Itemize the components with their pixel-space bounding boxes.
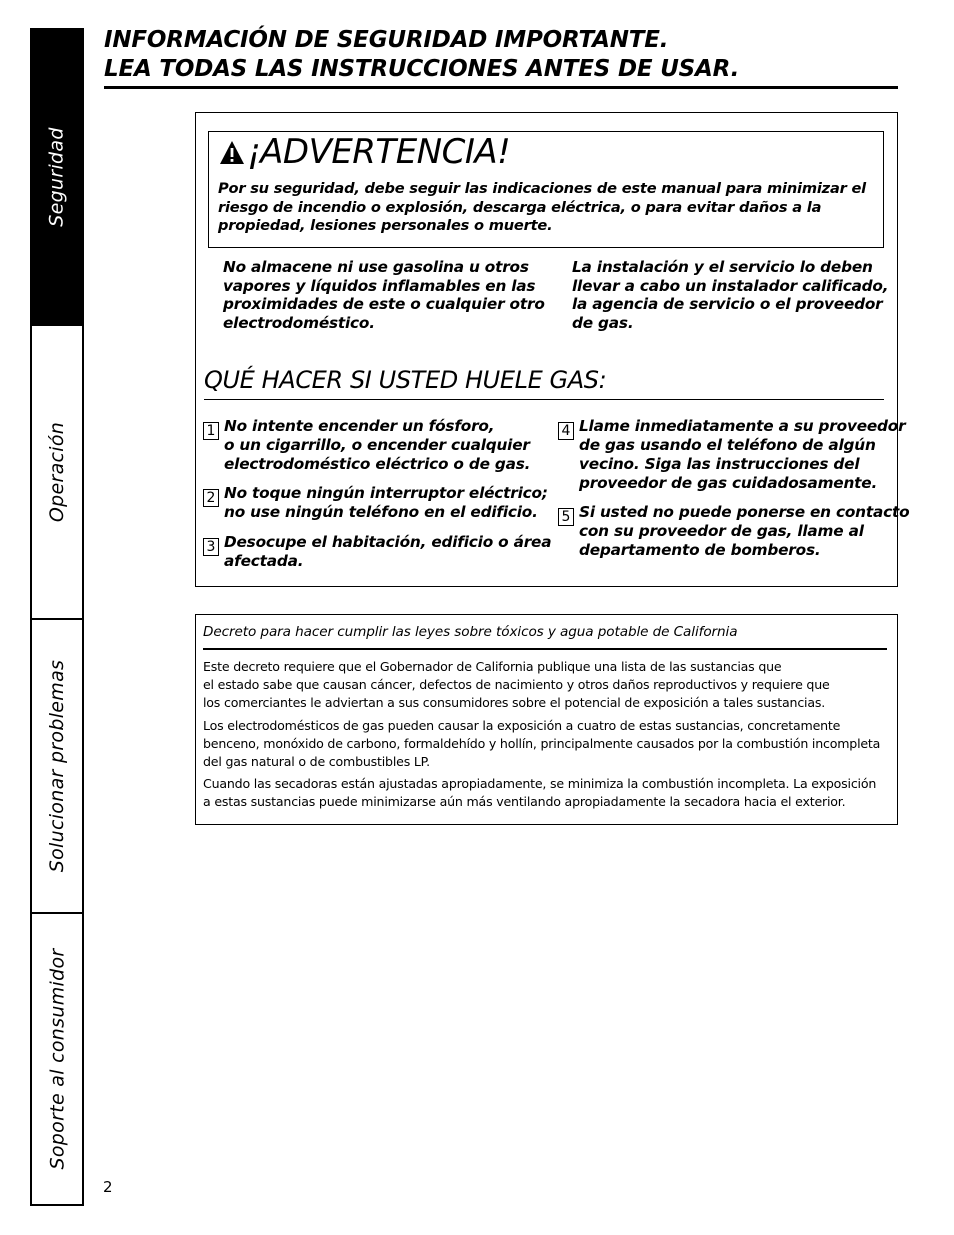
storage-warning [223, 258, 563, 333]
tab-operacion[interactable] [30, 324, 84, 618]
warning-title-text: ¡ADVERTENCIA! [247, 132, 511, 172]
california-paragraph [203, 658, 893, 712]
california-notice-title: Decreto para hacer cumplir las leyes sobre tóxicos y agua potable de California [203, 624, 738, 640]
gas-section-divider [204, 399, 884, 400]
storage-warning-line: proximidades de este o cualquier otro [223, 295, 545, 314]
step-line: electrodoméstico eléctrico o de gas. [224, 455, 531, 473]
step-number: 4 [558, 422, 574, 440]
step-number: 1 [203, 422, 219, 440]
step-line: no use ningún teléfono en el edificio. [224, 503, 538, 521]
gas-step [558, 503, 909, 560]
step-line: No toque ningún interruptor eléctrico; [224, 484, 548, 502]
paragraph-line: del gas natural o de combustibles LP. [203, 754, 430, 769]
header-line-1: INFORMACIÓN DE SEGURIDAD IMPORTANTE. [104, 27, 669, 53]
step-line: de gas usando el teléfono de algún [579, 436, 876, 454]
tab-seguridad[interactable] [30, 28, 84, 324]
gas-section-title: QUÉ HACER SI USTED HUELE GAS: [204, 366, 607, 394]
step-text [579, 417, 905, 493]
installation-warning-line: de gas. [572, 314, 634, 333]
step-number: 2 [203, 489, 219, 507]
warning-text: Por su seguridad, debe seguir las indicaciones de este manual para minimizar el riesgo de incendio o explosión, descarga eléctrica, o para evitar daños a la propiedad, lesiones personales o muerte. [218, 180, 866, 234]
step-line: Si usted no puede ponerse en contacto [579, 503, 910, 521]
step-text [579, 503, 909, 560]
step-line: Desocupe el habitación, edificio o área [224, 533, 552, 551]
tab-solucionar-problemas-label: Solucionar problemas [46, 659, 68, 873]
tab-soporte-al-consumidor-label: Soporte al consumidor [46, 948, 68, 1170]
step-text [224, 484, 548, 522]
tab-seguridad-label: Seguridad [46, 127, 69, 227]
paragraph-line: Cuando las secadoras están ajustadas apropiadamente, se minimiza la combustión incompleta. La exposición [203, 776, 877, 791]
header-divider [104, 86, 898, 89]
warning-triangle-icon [219, 140, 245, 166]
page-header [104, 26, 898, 84]
gas-step [203, 417, 530, 474]
california-paragraph [203, 775, 893, 811]
step-line: o un cigarrillo, o encender cualquier [224, 436, 530, 454]
step-text [224, 533, 551, 571]
gas-step [558, 417, 905, 493]
tab-soporte-al-consumidor[interactable] [30, 912, 84, 1206]
paragraph-line: Los electrodomésticos de gas pueden causar la exposición a cuatro de estas sustancias, concretamente [203, 718, 841, 733]
paragraph-line: benceno, monóxido de carbono, formaldehído y hollín, principalmente causados por la combustión incompleta [203, 736, 881, 751]
california-notice-divider [203, 648, 887, 650]
gas-step [203, 533, 551, 571]
storage-warning-line: No almacene ni use gasolina u otros [223, 258, 529, 276]
installation-warning-line: la agencia de servicio o el proveedor [572, 295, 883, 314]
page-number: 2 [103, 1178, 113, 1196]
step-line: vecino. Siga las instrucciones del [579, 455, 860, 473]
california-paragraph [203, 717, 893, 771]
step-line: Llame inmediatamente a su proveedor [579, 417, 906, 435]
step-number: 3 [203, 538, 219, 556]
paragraph-line: a estas sustancias puede minimizarse aún más ventilando apropiadamente la secadora hacia el exterior. [203, 794, 846, 809]
paragraph-line: los comerciantes le adviertan a sus consumidores sobre el potencial de exposición a tales sustancias. [203, 695, 826, 710]
step-text [224, 417, 530, 474]
storage-warning-line: electrodoméstico. [223, 314, 375, 333]
installation-warning [572, 258, 892, 333]
step-line: proveedor de gas cuidadosamente. [579, 474, 878, 492]
step-line: afectada. [224, 552, 304, 570]
step-number: 5 [558, 508, 574, 526]
gas-step [203, 484, 548, 522]
tab-operacion-label: Operación [46, 421, 69, 523]
paragraph-line: Este decreto requiere que el Gobernador de California publique una lista de las sustancias que [203, 659, 782, 674]
step-line: departamento de bomberos. [579, 541, 821, 559]
header-line-2: LEA TODAS LAS INSTRUCCIONES ANTES DE USAR. [104, 56, 740, 82]
paragraph-line: el estado sabe que causan cáncer, defectos de nacimiento y otros daños reproductivos y requiere que [203, 677, 830, 692]
storage-warning-line: vapores y líquidos inflamables en las [223, 276, 536, 295]
installation-warning-line: La instalación y el servicio lo deben [572, 258, 873, 276]
step-line: con su proveedor de gas, llame al [579, 522, 864, 540]
installation-warning-line: llevar a cabo un instalador calificado, [572, 276, 889, 295]
step-line: No intente encender un fósforo, [224, 417, 495, 435]
tab-solucionar-problemas[interactable] [30, 618, 84, 912]
warning-title [219, 132, 510, 172]
